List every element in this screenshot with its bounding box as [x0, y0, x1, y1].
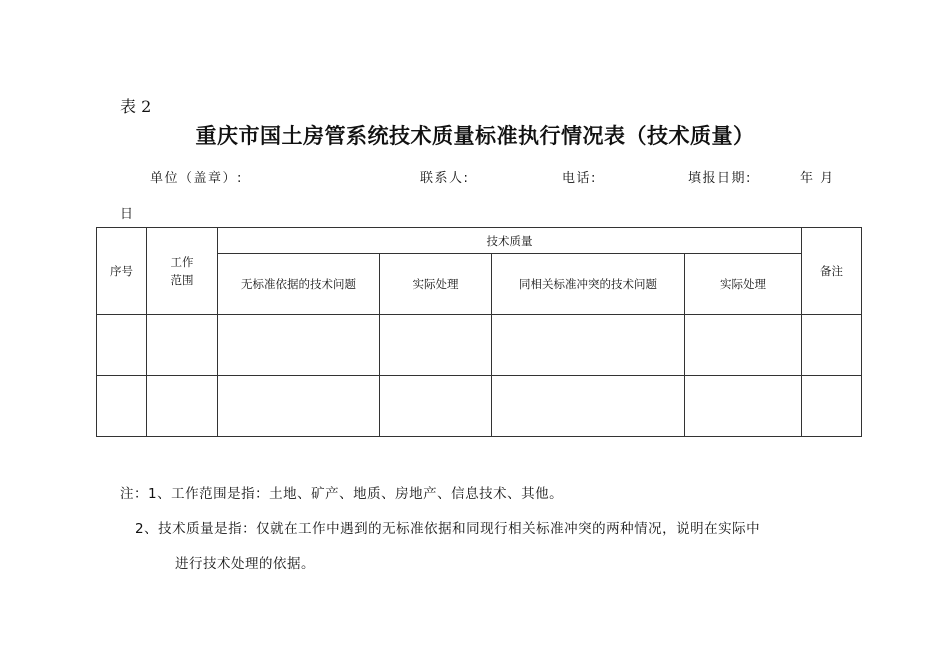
table-cell[interactable] — [218, 376, 380, 437]
table-cell[interactable] — [97, 376, 147, 437]
header-remark: 备注 — [802, 228, 862, 315]
header-actual-handling-2: 实际处理 — [685, 254, 802, 315]
unit-label: 单位（盖章）: — [150, 171, 243, 186]
header-no-standard-issue: 无标准依据的技术问题 — [218, 254, 380, 315]
table-cell[interactable] — [380, 376, 492, 437]
table-cell[interactable] — [685, 376, 802, 437]
table-cell[interactable] — [492, 376, 685, 437]
note-line-2: 2、技术质量是指：仅就在工作中遇到的无标准依据和同现行相关标准冲突的两种情况，说明在实际中 — [135, 521, 761, 537]
tech-quality-table — [96, 227, 862, 437]
day-label: 日 — [120, 207, 134, 222]
header-conflict-issue: 同相关标准冲突的技术问题 — [492, 254, 685, 315]
header-index: 序号 — [97, 228, 147, 315]
table-cell[interactable] — [685, 315, 802, 376]
table-number-label: 表 2 — [120, 97, 152, 116]
table-cell[interactable] — [218, 315, 380, 376]
table-cell[interactable] — [802, 376, 862, 437]
phone-label: 电话: — [562, 171, 597, 186]
header-actual-handling-1: 实际处理 — [380, 254, 492, 315]
header-work-scope: 工作 范围 — [147, 228, 218, 315]
table-cell[interactable] — [492, 315, 685, 376]
table-row — [97, 315, 862, 376]
table-cell[interactable] — [147, 315, 218, 376]
contact-label: 联系人: — [420, 171, 470, 186]
table-cell[interactable] — [97, 315, 147, 376]
year-month-label: 年 月 — [800, 171, 835, 186]
document-title: 重庆市国土房管系统技术质量标准执行情况表（技术质量） — [195, 123, 755, 148]
header-tech-quality-group: 技术质量 — [218, 228, 802, 254]
table-row — [97, 376, 862, 437]
table-cell[interactable] — [147, 376, 218, 437]
table-cell[interactable] — [802, 315, 862, 376]
report-date-label: 填报日期: — [688, 171, 752, 186]
note-line-3: 进行技术处理的依据。 — [175, 556, 315, 572]
note-line-1: 注：1、工作范围是指：土地、矿产、地质、房地产、信息技术、其他。 — [120, 486, 564, 502]
table-cell[interactable] — [380, 315, 492, 376]
